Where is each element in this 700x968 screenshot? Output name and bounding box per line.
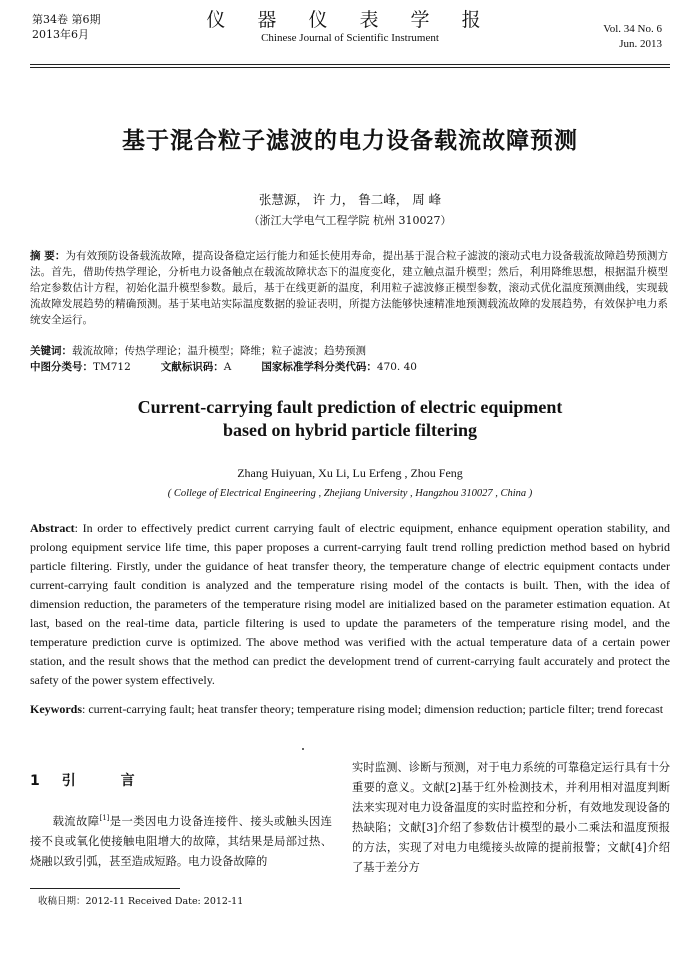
keywords-cn <box>30 343 366 359</box>
date-cn: 2013年6月 <box>32 28 89 41</box>
abstract-cn-text: 为有效预防设备载流故障，提高设备稳定运行能力和延长使用寿命，提出基于混合粒子滤波的滚动式电力设备载流故障趋势预测方法。首先，借助传热学理论，分析电力设备触点在载流故障状态下的温度变化，建立触点温升模型；然后，利用降维思想，根据温升模型给定参数估计方程，初始化温升模型参数。最后，基于在线更新的温度，利用粒子滤波修正模型参数，滚动式优化温度预测曲线，实现载流故障发展趋势的精确预测。基于某电站实际温度数据的验证表明，所提方法能够快速精准地预测载流故障的发展趋势，有效保护电力系统安全运行。 <box>30 250 669 326</box>
keywords-cn-text: 载流故障；传热学理论；温升模型；降维；粒子滤波；趋势预测 <box>72 345 366 357</box>
authors-en: Zhang Huiyuan, Xu Li, Lu Erfeng , Zhou Feng <box>237 466 463 480</box>
keywords-en-text: : current-carrying fault; heat transfer theory; temperature rising model; dimension reduction; particle filter; trend forecast <box>82 702 664 716</box>
body-left-text-start: 载流故障 <box>52 814 100 828</box>
paper-title-en-line2: based on hybrid particle filtering <box>222 420 477 440</box>
journal-title-cn: 仪 器 仪 表 学 报 <box>206 9 494 31</box>
citation-ref: [1] <box>99 814 110 822</box>
received-date: 收稿日期：2012-11 Received Date: 2012-11 <box>38 896 244 907</box>
affiliation-en: ( College of Electrical Engineering , Zhejiang University , Hangzhou 310027 , China ) <box>167 488 533 499</box>
authors-cn: 张慧源， 许 力， 鲁二峰， 周 峰 <box>258 192 442 207</box>
abstract-en-label: Abstract <box>30 521 75 535</box>
body-left-text: 是一类因电力设备连接件、接头或触头因连接不良或氧化使接触电阻增大的故障，其结果是局部过热、烧融以致引弧，甚至造成短路。电力设备故障的 <box>30 814 332 868</box>
subject-code-label: 国家标准学科分类代码： <box>261 361 377 373</box>
volume-issue-en <box>603 22 662 52</box>
section-heading <box>30 770 155 790</box>
journal-title <box>0 8 700 45</box>
section-number: 1 <box>30 773 40 789</box>
clc-value: TM712 <box>93 361 131 373</box>
keywords-cn-label: 关键词： <box>30 345 72 357</box>
clc-label: 中图分类号： <box>30 361 93 373</box>
doc-code-value: A <box>223 361 232 373</box>
header-rule <box>30 64 670 65</box>
journal-title-en: Chinese Journal of Scientific Instrument <box>261 32 439 44</box>
section-title: 引 言 <box>61 773 155 789</box>
body-column-right: 实时监测、诊断与预测，对于电力系统的可靠稳定运行具有十分重要的意义。文献[2]基于红外检测技术，并利用相对温度判断法来实现对电力设备温度的实时监控和分析，有效地发现设备的热缺陷；文献[3]介绍了参数估计模型的最小二乘法和温度预报的方法，实现了对电力电缆接头故障的提前报警；文献[4]介绍了基于差分方 <box>352 761 670 874</box>
subject-code-value: 470. 40 <box>376 361 417 373</box>
doc-code-label: 文献标识码： <box>160 361 224 373</box>
body-column-left <box>30 808 332 872</box>
abstract-en <box>30 519 670 690</box>
keywords-en-label: Keywords <box>30 702 82 716</box>
paper-title-cn: 基于混合粒子滤波的电力设备载流故障预测 <box>122 128 578 154</box>
paper-title-en-line1: Current-carrying fault prediction of electric equipment <box>137 397 563 417</box>
paper-title-en <box>0 396 700 442</box>
affiliation-cn: （浙江大学电气工程学院 杭州 310027） <box>248 214 452 227</box>
footnote-rule <box>30 888 180 889</box>
abstract-cn <box>30 248 668 328</box>
header-rule-secondary <box>30 67 670 68</box>
volume-en: Vol. 34 No. 6 <box>603 23 662 35</box>
abstract-en-text: : In order to effectively predict current carrying fault of electric equipment, enhance equipment operation stability, and prolong equipment service life time, this paper proposes a current-carrying fault trend rolling prediction method based on hybrid particle filtering. Firstly, under the guidance of heat transfer theory, the temperature change of electric equipment contacts under current-carrying fault condition is analyzed and the temperature rising model of the contacts is built. Then, with the idea of dimension reduction, the parameters of the temperature rising model are initialized based on the parameter estimation equation. At last, based on the real-time data, particle filtering is used to update the parameters of the temperature rising model, and the temperature prediction curve is optimized. The above method was verified with the actual temperature data of a certain power station, and the result shows that the method can predict the development trend of current-carrying fault accurately and protect the safety of the power system effectively. <box>30 521 670 687</box>
abstract-cn-label: 摘 要： <box>30 250 66 262</box>
scan-dot <box>302 748 304 750</box>
classification-cn <box>30 359 417 375</box>
date-en: Jun. 2013 <box>619 38 662 50</box>
volume-cn: 第34卷 第6期 <box>32 13 101 26</box>
keywords-en <box>30 700 670 719</box>
